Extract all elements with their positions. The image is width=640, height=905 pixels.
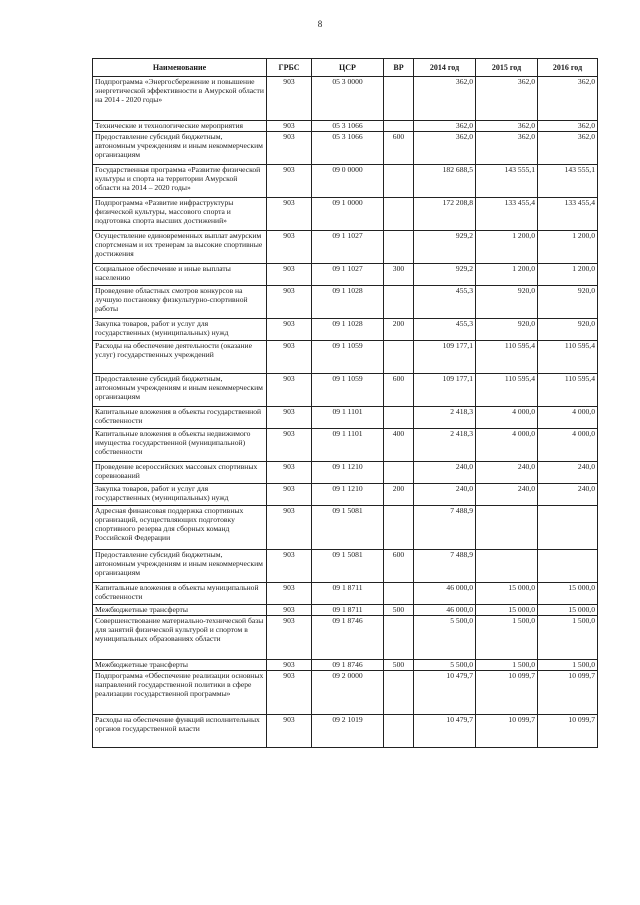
row-2015: 15 000,0 [476,605,538,616]
row-vr [384,715,414,748]
row-2016: 362,0 [538,121,598,132]
row-vr: 600 [384,550,414,583]
row-2014: 362,0 [414,132,476,165]
row-name: Закупка товаров, работ и услуг для государственных (муниципальных) нужд [93,319,267,341]
row-2016: 362,0 [538,77,598,121]
row-grbs: 903 [267,341,312,374]
table-row [93,132,598,165]
row-2016: 10 099,7 [538,715,598,748]
table-row [93,374,598,407]
row-2014: 7 488,9 [414,550,476,583]
row-2015 [476,506,538,550]
row-2015: 1 200,0 [476,231,538,264]
row-csr: 09 1 1027 [312,264,384,286]
row-2014: 5 500,0 [414,660,476,671]
row-vr [384,77,414,121]
row-grbs: 903 [267,429,312,462]
header-name: Наименование [93,59,267,77]
table-row [93,165,598,198]
row-2014: 929,2 [414,231,476,264]
row-2016: 920,0 [538,319,598,341]
row-2015: 110 595,4 [476,341,538,374]
header-2015: 2015 год [476,59,538,77]
row-2015: 362,0 [476,132,538,165]
row-2015: 1 200,0 [476,264,538,286]
row-grbs: 903 [267,132,312,165]
row-2014: 46 000,0 [414,605,476,616]
row-csr: 09 1 8746 [312,660,384,671]
row-vr [384,506,414,550]
row-grbs: 903 [267,286,312,319]
row-2014: 929,2 [414,264,476,286]
row-name: Проведение областных смотров конкурсов на лучшую постановку физкультурно-спортивной работы [93,286,267,319]
row-2014: 182 688,5 [414,165,476,198]
table-row [93,671,598,715]
row-2014: 2 418,3 [414,429,476,462]
row-csr: 05 3 0000 [312,77,384,121]
row-grbs: 903 [267,671,312,715]
row-2016: 1 500,0 [538,660,598,671]
row-grbs: 903 [267,319,312,341]
row-grbs: 903 [267,506,312,550]
row-grbs: 903 [267,605,312,616]
row-2014: 46 000,0 [414,583,476,605]
row-grbs: 903 [267,484,312,506]
row-name: Совершенствование материально-технической базы для занятий физической культурой и спортом в муниципальных образованиях области [93,616,267,660]
row-2015: 362,0 [476,77,538,121]
row-name: Расходы на обеспечение деятельности (оказание услуг) государственных учреждений [93,341,267,374]
table-row [93,264,598,286]
table-row [93,484,598,506]
table-row [93,319,598,341]
row-2014: 10 479,7 [414,671,476,715]
row-csr: 09 1 8711 [312,605,384,616]
table-row [93,77,598,121]
row-name: Межбюджетные трансферты [93,605,267,616]
row-2014: 455,3 [414,319,476,341]
table-row [93,605,598,616]
row-grbs: 903 [267,660,312,671]
table-row [93,231,598,264]
row-grbs: 903 [267,77,312,121]
row-csr: 09 2 0000 [312,671,384,715]
row-2016: 920,0 [538,286,598,319]
row-csr: 09 1 1028 [312,319,384,341]
row-vr [384,407,414,429]
row-grbs: 903 [267,616,312,660]
table-row [93,341,598,374]
row-2016: 10 099,7 [538,671,598,715]
row-vr [384,165,414,198]
row-csr: 09 1 5081 [312,506,384,550]
row-2015: 240,0 [476,484,538,506]
row-grbs: 903 [267,583,312,605]
row-csr: 09 0 0000 [312,165,384,198]
row-2015: 110 595,4 [476,374,538,407]
row-2016: 240,0 [538,462,598,484]
row-grbs: 903 [267,550,312,583]
row-grbs: 903 [267,198,312,231]
row-name: Капитальные вложения в объекты муниципальной собственности [93,583,267,605]
row-2015: 1 500,0 [476,660,538,671]
table-row [93,660,598,671]
row-csr: 09 1 8746 [312,616,384,660]
row-name: Подпрограмма «Обеспечение реализации основных направлений государственной политики в сфере реализации государственной программы» [93,671,267,715]
row-vr [384,198,414,231]
row-vr: 500 [384,605,414,616]
row-csr: 05 3 1066 [312,132,384,165]
header-2014: 2014 год [414,59,476,77]
row-name: Социальное обеспечение и иные выплаты населению [93,264,267,286]
row-grbs: 903 [267,121,312,132]
row-vr [384,583,414,605]
row-name: Капитальные вложения в объекты государственной собственности [93,407,267,429]
row-2016: 1 200,0 [538,231,598,264]
row-2016: 4 000,0 [538,407,598,429]
row-name: Предоставление субсидий бюджетным, автономным учреждениям и иным некоммерческим организациям [93,374,267,407]
header-grbs: ГРБС [267,59,312,77]
row-2014: 240,0 [414,484,476,506]
row-grbs: 903 [267,165,312,198]
row-vr [384,671,414,715]
row-vr: 300 [384,264,414,286]
row-csr: 09 1 1028 [312,286,384,319]
row-grbs: 903 [267,264,312,286]
row-name: Технические и технологические мероприятия [93,121,267,132]
row-name: Государственная программа «Развитие физической культуры и спорта на территории Амурской области на 2014 – 2020 годы» [93,165,267,198]
row-2015: 4 000,0 [476,407,538,429]
row-vr [384,341,414,374]
row-csr: 09 1 1101 [312,407,384,429]
table-row [93,715,598,748]
row-2015: 1 500,0 [476,616,538,660]
row-csr: 09 2 1019 [312,715,384,748]
row-vr: 600 [384,132,414,165]
row-vr: 400 [384,429,414,462]
row-2015: 15 000,0 [476,583,538,605]
table-row [93,121,598,132]
row-2015: 143 555,1 [476,165,538,198]
row-grbs: 903 [267,715,312,748]
row-name: Подпрограмма «Энергосбережение и повышение энергетической эффективности в Амурской области на 2014 - 2020 годы» [93,77,267,121]
row-name: Капитальные вложения в объекты недвижимого имущества государственной (муниципальной) собственности [93,429,267,462]
row-csr: 09 1 1027 [312,231,384,264]
row-2016: 15 000,0 [538,605,598,616]
table-row [93,583,598,605]
row-name: Адресная финансовая поддержка спортивных организаций, осуществляющих подготовку спортивного резерва для сборных команд Российской Федерации [93,506,267,550]
row-name: Межбюджетные трансферты [93,660,267,671]
budget-table [92,58,598,748]
row-name: Предоставление субсидий бюджетным, автономным учреждениям и иным некоммерческим организациям [93,550,267,583]
row-csr: 09 1 0000 [312,198,384,231]
row-2016: 1 200,0 [538,264,598,286]
row-name: Расходы на обеспечение функций исполнительных органов государственной власти [93,715,267,748]
row-csr: 05 3 1066 [312,121,384,132]
row-csr: 09 1 1101 [312,429,384,462]
row-csr: 09 1 8711 [312,583,384,605]
row-csr: 09 1 5081 [312,550,384,583]
row-2016: 110 595,4 [538,374,598,407]
row-2016: 4 000,0 [538,429,598,462]
row-2015: 362,0 [476,121,538,132]
row-2014: 362,0 [414,77,476,121]
row-2015: 920,0 [476,319,538,341]
row-vr: 200 [384,484,414,506]
row-2016: 110 595,4 [538,341,598,374]
row-2014: 109 177,1 [414,341,476,374]
header-2016: 2016 год [538,59,598,77]
row-2014: 455,3 [414,286,476,319]
row-2014: 240,0 [414,462,476,484]
page-number: 8 [317,19,323,29]
table-row [93,506,598,550]
row-2016: 15 000,0 [538,583,598,605]
row-2014: 5 500,0 [414,616,476,660]
row-vr [384,616,414,660]
row-2015: 240,0 [476,462,538,484]
row-2014: 109 177,1 [414,374,476,407]
row-name: Подпрограмма «Развитие инфраструктуры физической культуры, массового спорта и подготовка спорта высших достижений» [93,198,267,231]
row-grbs: 903 [267,374,312,407]
table-row [93,286,598,319]
row-2014: 172 208,8 [414,198,476,231]
row-vr: 200 [384,319,414,341]
row-2016: 133 455,4 [538,198,598,231]
row-2014: 10 479,7 [414,715,476,748]
row-name: Проведение всероссийских массовых спортивных соревнований [93,462,267,484]
row-vr [384,231,414,264]
row-2016 [538,506,598,550]
row-2016: 362,0 [538,132,598,165]
row-csr: 09 1 1059 [312,341,384,374]
row-2014: 362,0 [414,121,476,132]
row-name: Осуществление единовременных выплат амурским спортсменам и их тренерам за высокие спортивные достижения [93,231,267,264]
row-vr: 600 [384,374,414,407]
row-2016: 143 555,1 [538,165,598,198]
row-vr [384,121,414,132]
table-row [93,616,598,660]
row-2015: 10 099,7 [476,671,538,715]
row-grbs: 903 [267,231,312,264]
row-2014: 2 418,3 [414,407,476,429]
row-name: Предоставление субсидий бюджетным, автономным учреждениям и иным некоммерческим организациям [93,132,267,165]
row-vr [384,462,414,484]
row-2015: 920,0 [476,286,538,319]
table-row [93,550,598,583]
row-2016: 1 500,0 [538,616,598,660]
row-2016 [538,550,598,583]
row-2015: 133 455,4 [476,198,538,231]
row-csr: 09 1 1210 [312,484,384,506]
row-2016: 240,0 [538,484,598,506]
header-csr: ЦСР [312,59,384,77]
row-csr: 09 1 1059 [312,374,384,407]
table-row [93,407,598,429]
row-2015 [476,550,538,583]
header-vr: ВР [384,59,414,77]
row-2014: 7 488,9 [414,506,476,550]
row-2015: 4 000,0 [476,429,538,462]
table-row [93,198,598,231]
row-csr: 09 1 1210 [312,462,384,484]
row-grbs: 903 [267,407,312,429]
row-vr: 500 [384,660,414,671]
row-2015: 10 099,7 [476,715,538,748]
table-row [93,462,598,484]
row-grbs: 903 [267,462,312,484]
row-vr [384,286,414,319]
table-row [93,429,598,462]
table-header-row [93,59,598,77]
row-name: Закупка товаров, работ и услуг для государственных (муниципальных) нужд [93,484,267,506]
